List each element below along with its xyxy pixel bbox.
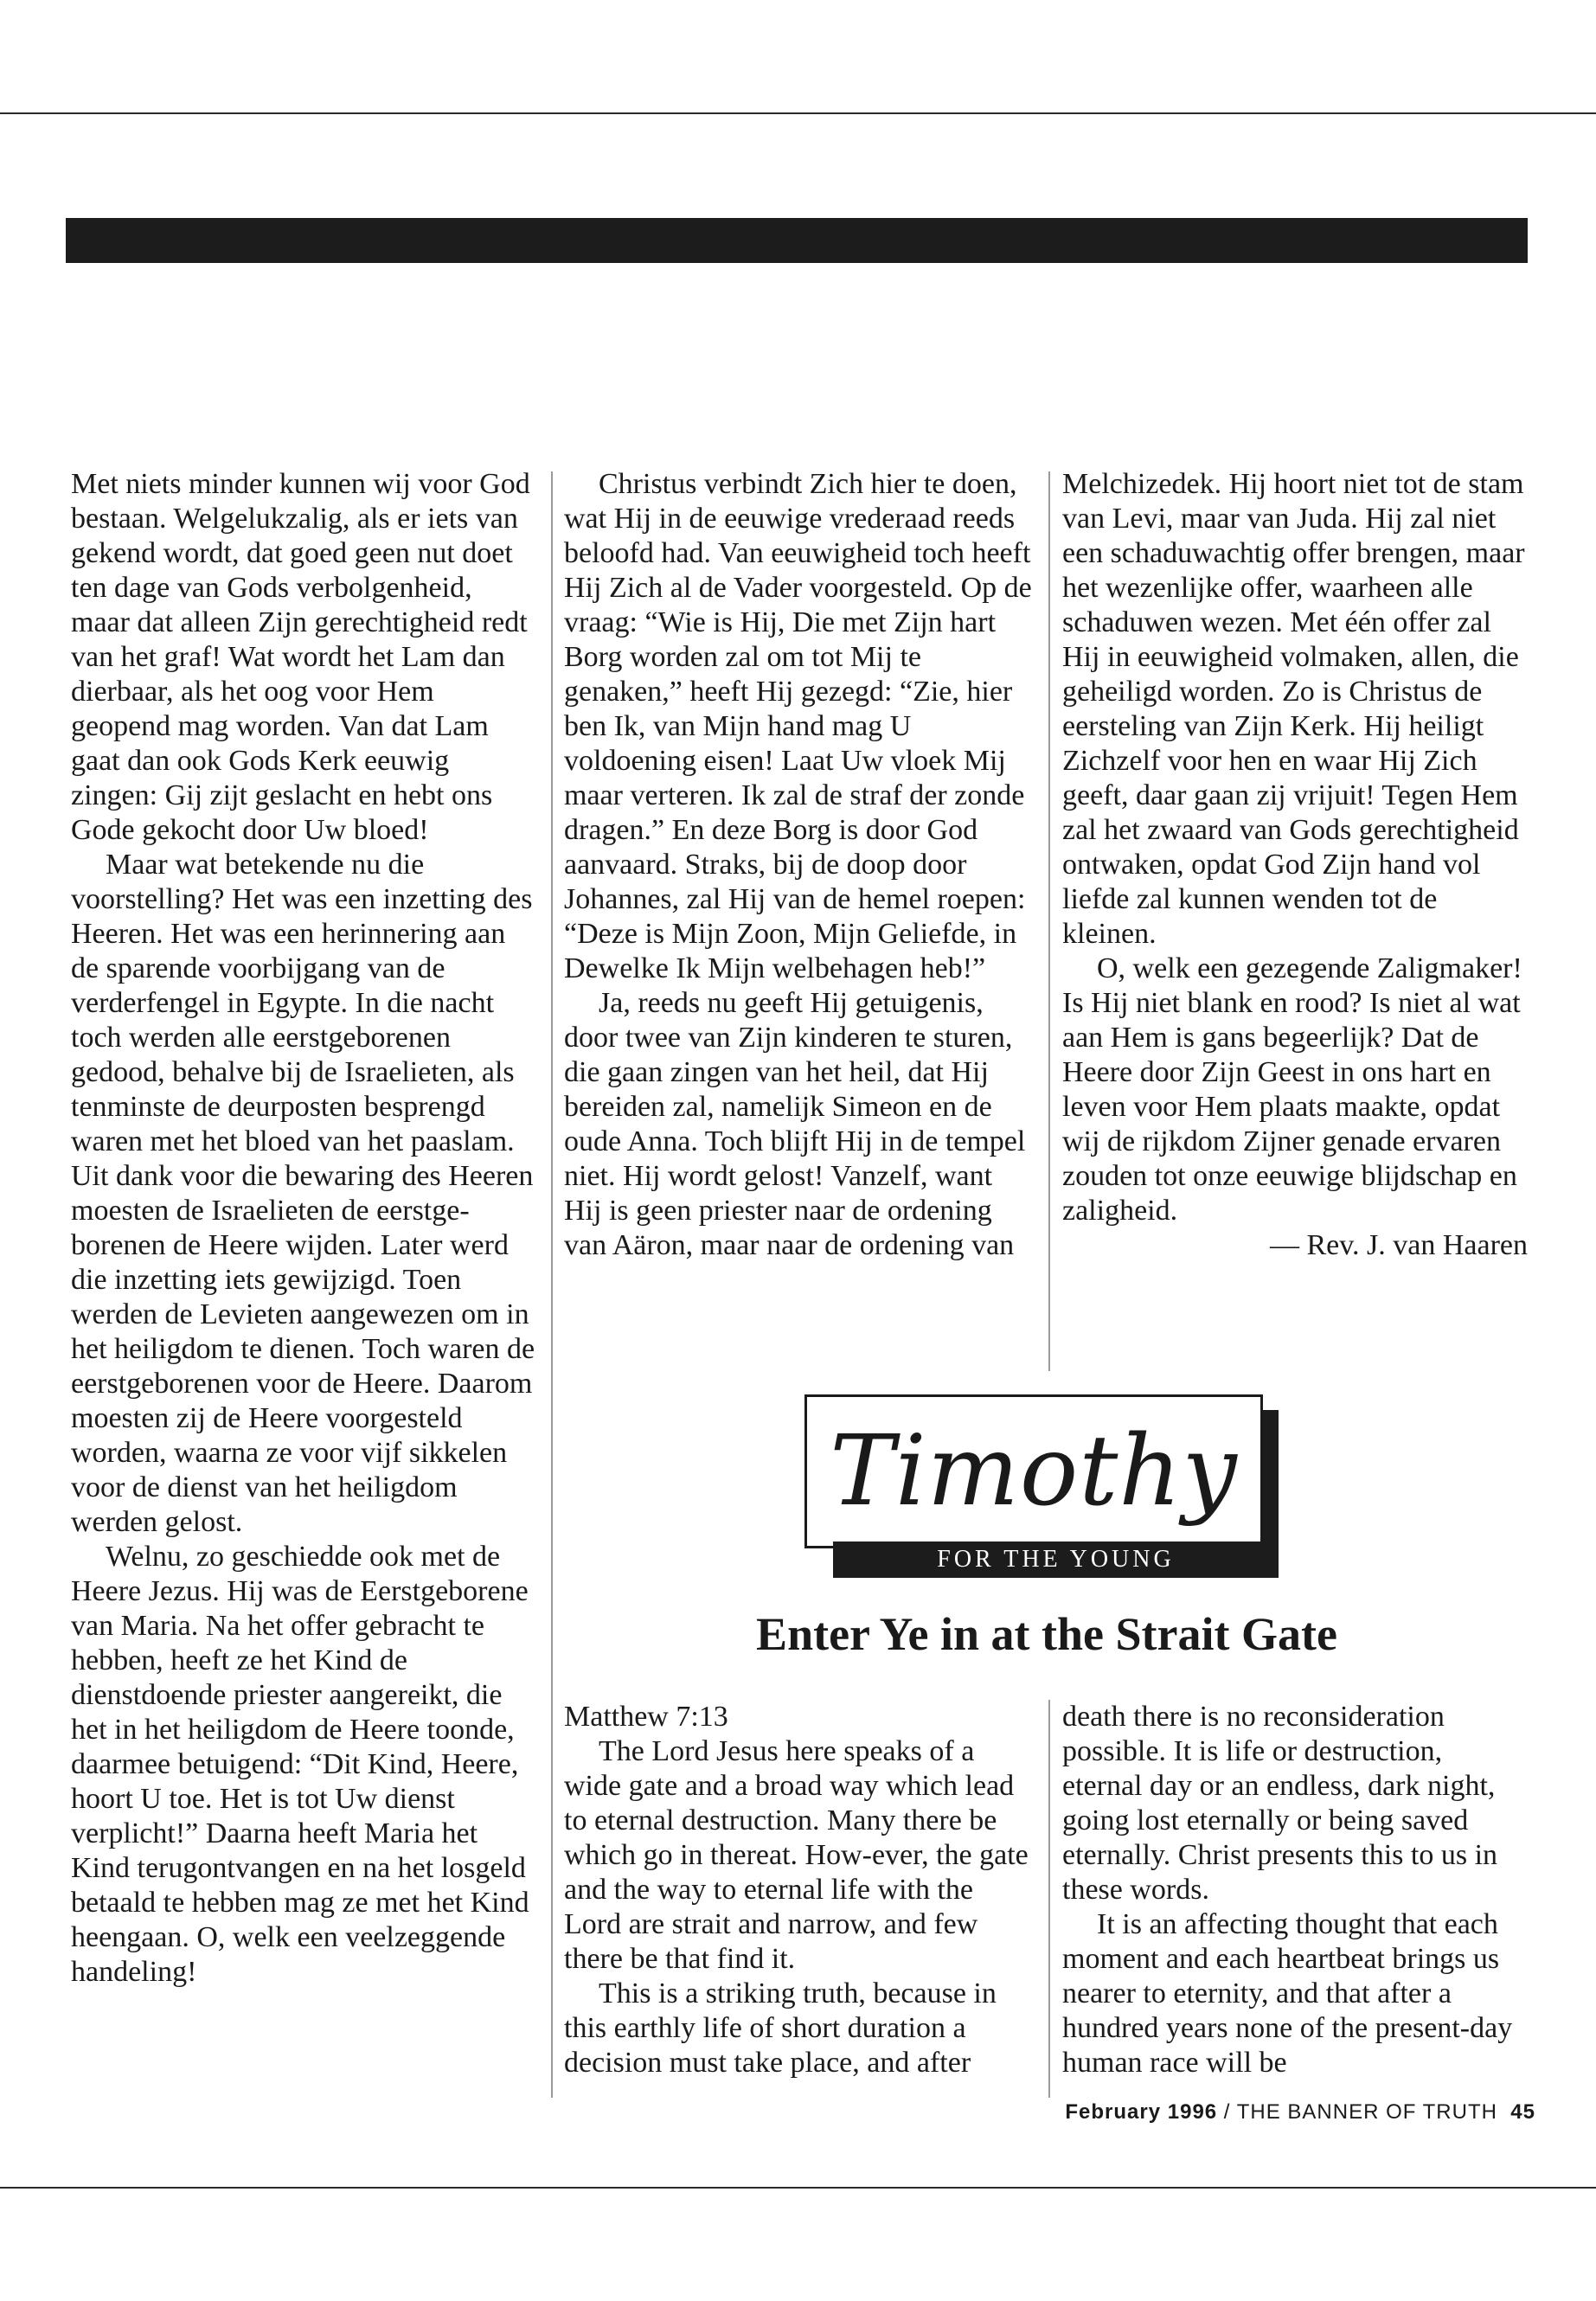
bottom-rule [0,2187,1596,2189]
column-rule [551,471,553,2098]
column-5-paragraph: It is an affecting thought that each moment and each heartbeat brings us nearer to eternity, and that after a hundred years none of the present-day human race will be [1062,1908,1513,2079]
column-5 [1062,1700,1529,2080]
column-2 [564,467,1035,1263]
footer-date: February 1996 [1065,2100,1218,2124]
column-1-paragraph: Maar wat betekende nu die voorstelling? Het was een inzetting des Heeren. Het was een herinnering aan de sparende voorbijgang van de verderfengel in Egypte. In die nacht toch werden alle eerstgeborenen gedood, behalve bij de Israelieten, als tenminste de deurposten besprengd waren met het bloed van het paaslam. Uit dank voor die bewaring des Heeren moesten de Israelieten de eerstge-borenen de Heere wijden. Later werd die inzetting iets gewijzigd. Toen werden de Levieten aangewezen om in het heiligdom te dienen. Toch waren de eerstgeborenen voor de Heere. Daarom moesten zij de Heere voorgesteld worden, waarna ze voor vijf sikkelen voor de dienst van het heiligdom werden gelost. [71,849,535,1538]
footer-separator: / [1217,2100,1237,2124]
column-1-paragraph: Met niets minder kunnen wij voor God bestaan. Welgelukzalig, als er iets van gekend wordt, dat goed geen nut doet ten dage van Gods verbolgenheid, maar dat alleen Zijn gerechtigheid redt van het graf! Wat wordt het Lam dan dierbaar, als het oog voor Hem geopend mag worden. Van dat Lam gaat dan ook Gods Kerk eeuwig zingen: Gij zijt geslacht en hebt ons Gode gekocht door Uw bloed! [71,468,530,846]
column-1 [71,467,538,1990]
column-4-paragraph: The Lord Jesus here speaks of a wide gate and a broad way which lead to eternal destruction. Many there be which go in thereat. How-ever, the gate and the way to eternal life with the Lord are strait and narrow, and few there be that find it. [564,1735,1029,1975]
column-4-paragraph: This is a striking truth, because in this earthly life of short duration a decision must take place, and after [564,1977,997,2079]
column-rule [1048,1700,1050,2098]
column-3 [1062,467,1529,1263]
column-1-paragraph: Welnu, zo geschiedde ook met de Heere Jezus. Hij was de Eerstgeborene van Maria. Na het offer gebracht te hebben, heeft ze het Kind de dienstdoende priester aangereikt, die het in het heiligdom de Heere toonde, daarmee betuigend: “Dit Kind, Heere, hoort U toe. Het is tot Uw dienst verplicht!” Daarna heeft Maria het Kind terugontvangen en na het losgeld betaald te hebben mag ze met het Kind heengaan. O, welk een veelzeggende handeling! [71,1541,529,1988]
footer-magazine: THE BANNER OF TRUTH [1236,2100,1497,2124]
column-5-paragraph: death there is no reconsideration possible. It is life or destruction, eternal day or an endless, dark night, going lost eternally or being saved eternally. Christ presents this to us in these words. [1062,1701,1498,1906]
column-2-paragraph: Ja, reeds nu geeft Hij getuigenis, door twee van Zijn kinderen te sturen, die gaan zingen van het heil, dat Hij bereiden zal, namelijk Simeon en de oude Anna. Toch blijft Hij in de tempel niet. Hij wordt gelost! Vanzelf, want Hij is geen priester naar de ordening van Aäron, maar naar de ordening van [564,987,1026,1261]
article-title: Enter Ye in at the Strait Gate [756,1608,1337,1660]
column-3-paragraph: O, welk een gezegende Zaligmaker! Is Hij niet blank en rood? Is niet al wat aan Hem is gans begeerlijk? Dat de Heere door Zijn Geest in ons hart en leven voor Hem plaats maakte, opdat wij de rijkdom Zijner genade ervaren zouden tot onze eeuwige blijdschap en zaligheid. [1062,952,1522,1227]
top-rule [0,112,1596,114]
section-subtitle: FOR THE YOUNG [833,1541,1279,1578]
column-4 [564,1700,1035,2080]
column-2-paragraph: Christus verbindt Zich hier te doen, wat Hij in de eeuwige vrederaad reeds beloofd had. Van eeuwigheid toch heeft Hij Zich al de Vader voorgesteld. Op de vraag: “Wie is Hij, Die met Zijn hart Borg worden zal om tot Mij te genaken,” heeft Hij gezegd: “Zie, hier ben Ik, van Mijn hand mag U voldoening eisen! Laat Uw vloek Mij maar verteren. Ik zal de straf der zonde dragen.” En deze Borg is door God aanvaard. Straks, bij de doop door Johannes, zal Hij van de hemel roepen: “Deze is Mijn Zoon, Mijn Geliefde, in Dewelke Ik Mijn welbehagen heb!” [564,468,1032,984]
scripture-reference: Matthew 7:13 [564,1701,728,1733]
header-band [66,218,1528,263]
logo-shadow [1263,1410,1279,1560]
column-3-paragraph: Melchizedek. Hij hoort niet tot de stam van Levi, maar van Juda. Hij zal niet een schaduwachtig offer brengen, maar het wezenlijke offer, waarheen alle schaduwen wezen. Met één offer zal Hij in eeuwigheid volmaken, allen, die geheiligd worden. Zo is Christus de eersteling van Zijn Kerk. Hij heiligt Zichzelf voor hen en waar Hij Zich geeft, daar gaan zij vrijuit! Tegen Hem zal het zwaard van Gods gerechtigheid ontwaken, opdat God Zijn hand vol liefde zal kunnen wenden tot de kleinen. [1062,468,1525,950]
page-footer [1065,2100,1535,2125]
section-logo: Timothy [830,1415,1238,1528]
footer-page-number: 45 [1510,2100,1535,2124]
attribution: — Rev. J. van Haaren [1269,1229,1528,1261]
column-rule [1048,471,1050,1371]
